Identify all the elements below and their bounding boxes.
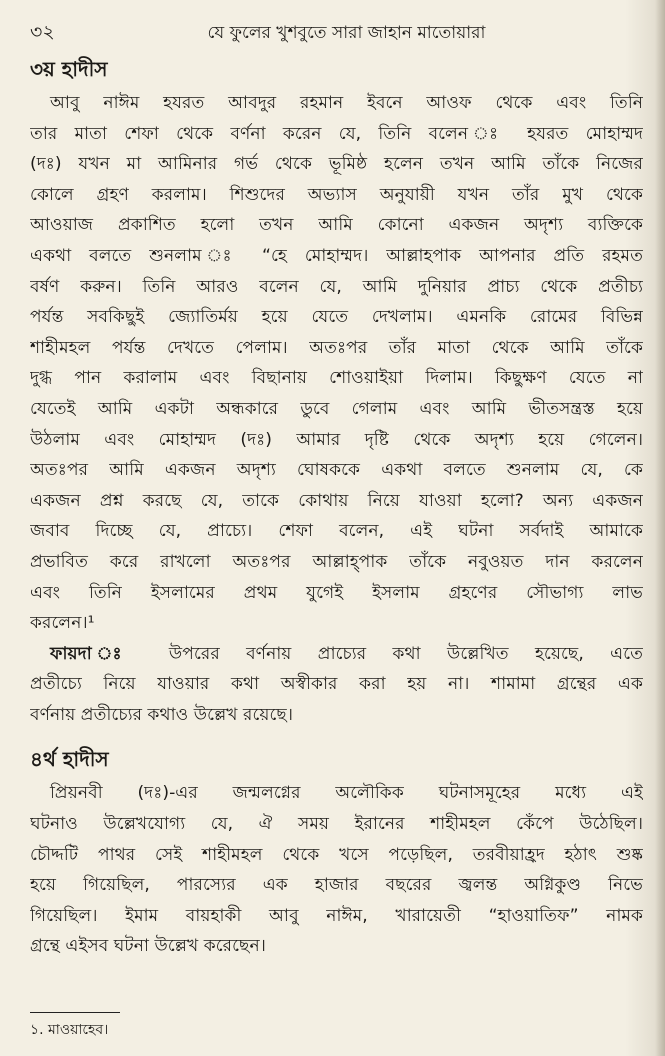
running-title: যে ফুলের খুশবুতে সারা জাহান মাতোয়ারা — [207, 23, 486, 43]
page-number: ৩২ — [30, 21, 55, 43]
running-head — [30, 18, 643, 48]
text-line: অতঃপর আমি একজন অদৃশ্য ঘোষককে একথা বলতে শুনলাম যে, কে — [30, 460, 643, 481]
faida-text: উপরের বর্ণনায় প্রাচ্যের কথা উল্লেখিত হয়েছে, এতে — [142, 643, 643, 664]
section-heading-hadith-3: ৩য় হাদীস — [30, 57, 108, 81]
text-line: গিয়েছিল। ইমাম বায়হাকী আবু নাঈম, খারায়েতী “হাওয়াতিফ” নামক — [30, 905, 643, 926]
hadith-4-body — [30, 778, 643, 962]
text-line: যেতেই আমি একটা অন্ধকারে ডুবে গেলাম এবং আমি ভীতসন্ত্রস্ত হয়ে — [30, 398, 643, 419]
footnote: ১. মাওয়াহেব। — [30, 1022, 109, 1038]
text-line: আবু নাঈম হযরত আবদুর রহমান ইবনে আওফ থেকে এবং তিনি — [50, 93, 643, 113]
text-line: দুগ্ধ পান করালাম এবং বিছানায় শোওয়াইয়া দিলাম। কিছুক্ষণ যেতে না — [30, 368, 643, 389]
text-line: চৌদ্দটি পাথর সেই শাহীমহল থেকে খসে পড়েছিল, তরবীয়াহ্রদ হঠাৎ শুষ্ক — [30, 844, 643, 865]
text-line: ঘটনাও উল্লেখযোগ্য যে, ঐ সময় ইরানের শাহীমহল কেঁপে উঠেছিল। — [30, 814, 643, 835]
text-line: জবাব দিচ্ছে যে, প্রাচ্যে। শেফা বলেন, এই ঘটনা সর্বদাই আমাকে — [30, 521, 643, 542]
text-line: শাহীমহল পর্যন্ত দেখতে পেলাম। অতঃপর তাঁর মাতা থেকে আমি তাঁকে — [30, 337, 643, 358]
text-line: প্রিয়নবী (দঃ)-এর জন্মলগ্নের অলৌকিক ঘটনাসমূহের মধ্যে এই — [50, 783, 643, 804]
text-line: (দঃ) যখন মা আমিনার গর্ভ থেকে ভূমিষ্ঠ হলেন তখন আমি তাঁকে নিজের — [30, 154, 643, 175]
text-line: হয়ে গিয়েছিল, পারস্যের এক হাজার বছরের জ্বলন্ত অগ্নিকুণ্ড নিভে — [30, 875, 643, 896]
faida-label: ফায়দা ঃ — [50, 643, 143, 664]
section-heading-hadith-4: ৪র্থ হাদীস — [30, 747, 109, 772]
footnote-divider — [30, 1012, 120, 1013]
text-line: তার মাতা শেফা থেকে বর্ণনা করেন যে, তিনি বলেন ঃ হযরত মোহাম্মদ — [30, 123, 643, 144]
text-line — [30, 639, 643, 670]
faida-note — [30, 639, 643, 731]
text-line: উঠলাম এবং মোহাম্মদ (দঃ) আমার দৃষ্টি থেকে অদৃশ্য হয়ে গেলেন। — [30, 429, 643, 450]
hadith-3-body — [30, 88, 643, 639]
text-line: বর্ষণ করুন। তিনি আরও বলেন যে, আমি দুনিয়ার প্রাচ্য থেকে প্রতীচ্য — [30, 276, 643, 297]
text-line: বর্ণনায় প্রতীচ্যের কথাও উল্লেখ রয়েছে। — [30, 704, 293, 725]
text-line: কোলে গ্রহণ করলাম। শিশুদের অভ্যাস অনুযায়ী যখন তাঁর মুখ থেকে — [30, 184, 643, 205]
text-line: প্রতীচ্যে নিয়ে যাওয়ার কথা অস্বীকার করা হয় না। শামামা গ্রন্থের এক — [30, 674, 643, 695]
text-line: একথা বলতে শুনলাম ঃ “হে মোহাম্মদ। আল্লাহপাক আপনার প্রতি রহমত — [30, 245, 643, 266]
text-line: এবং তিনি ইসলামের প্রথম যুগেই ইসলাম গ্রহণের সৌভাগ্য লাভ — [30, 582, 643, 603]
text-line: প্রভাবিত করে রাখলো অতঃপর আল্লাহ্পাক তাঁকে নবুওয়ত দান করলেন — [30, 551, 643, 572]
text-line: একজন প্রশ্ন করছে যে, তাকে কোথায় নিয়ে যাওয়া হলো? অন্য একজন — [30, 490, 643, 511]
text-line: পর্যন্ত সবকিছুই জ্যোতির্ময় হয়ে যেতে দেখলাম। এমনকি রোমের বিভিন্ন — [30, 307, 643, 328]
text-line: আওয়াজ প্রকাশিত হলো তখন আমি কোনো একজন অদৃশ্য ব্যক্তিকে — [30, 215, 643, 236]
text-line: করলেন।¹ — [30, 613, 95, 634]
text-line: গ্রন্থে এইসব ঘটনা উল্লেখ করেছেন। — [30, 936, 266, 957]
page-edge-shadow — [655, 0, 665, 1056]
